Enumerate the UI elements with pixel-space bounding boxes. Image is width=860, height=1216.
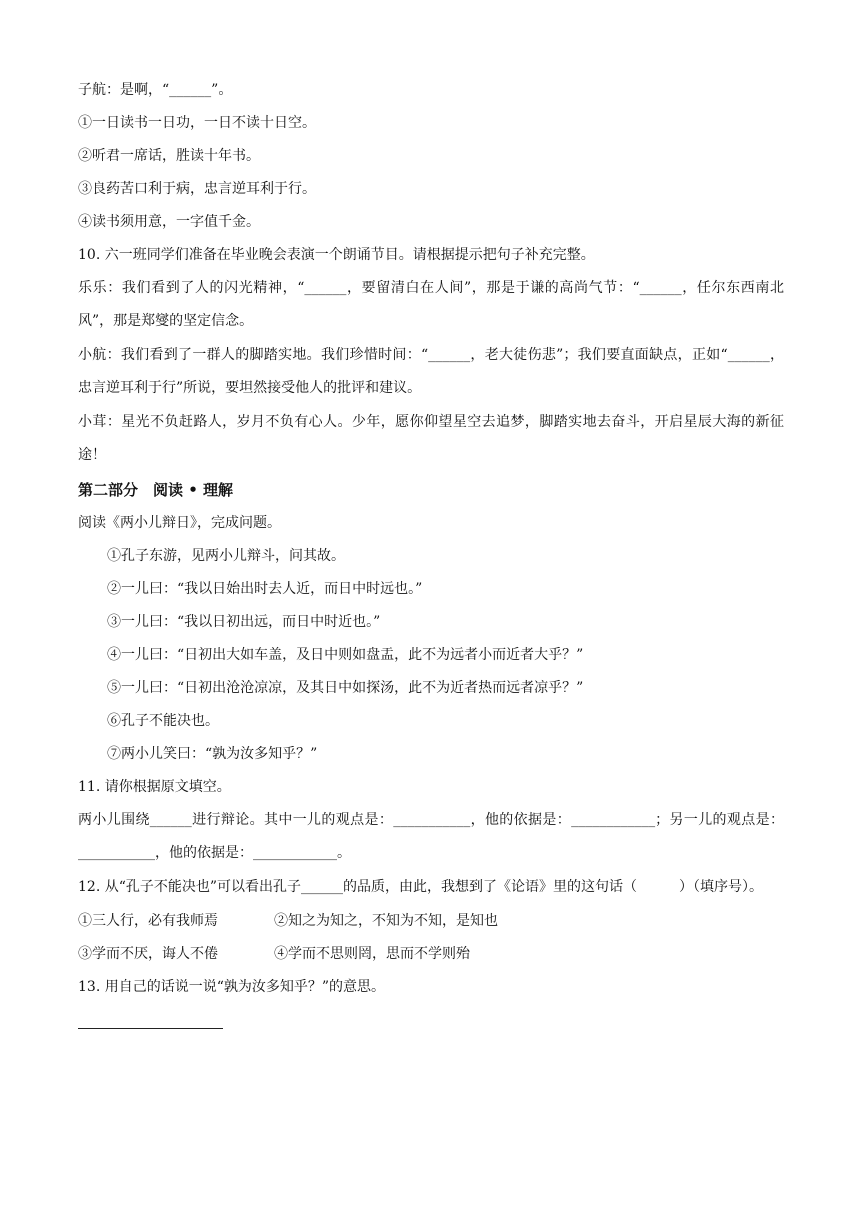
q12-option-3: ③学而不厌，诲人不倦 <box>78 946 218 962</box>
passage-line: ⑦两小儿笑曰：“孰为汝多知乎？” <box>107 746 318 762</box>
option-4: ④读书须用意，一字值千金。 <box>78 214 260 230</box>
document-page <box>78 80 784 1029</box>
passage-line: ④一儿曰：“日初出大如车盖，及日中则如盘盂，此不为远者小而近者大乎？” <box>107 647 584 663</box>
answer-line[interactable] <box>78 1010 223 1029</box>
option-1: ①一日读书一日功，一日不读十日空。 <box>78 115 316 131</box>
paragraph-lele: 乐乐：我们看到了人的闪光精神，“______，要留清白在人间”，那是于谦的高尚气节：“______，任尔东西南北风”，那是郑燮的坚定信念。 <box>78 280 784 329</box>
question-12-options-row <box>78 911 784 931</box>
passage-line: ②一儿曰：“我以日始出时去人近，而日中时远也。” <box>107 581 423 597</box>
passage-line: ⑤一儿曰：“日初出沧沧凉凉，及其日中如探汤，此不为近者热而远者凉乎？” <box>107 680 584 696</box>
reading-intro: 阅读《两小儿辩日》，完成问题。 <box>78 515 281 531</box>
question-11: 11. 请你根据原文填空。 <box>78 779 231 795</box>
passage-line: ①孔子东游，见两小儿辩斗，问其故。 <box>107 548 345 564</box>
q12-option-4: ④学而不思则罔，思而不学则殆 <box>274 946 470 962</box>
paragraph-xiaohang: 小航：我们看到了一群人的脚踏实地。我们珍惜时间：“______，老大徒伤悲”；我们要直面缺点，正如“______，忠言逆耳利于行”所说，要坦然接受他人的批评和建议。 <box>78 347 784 396</box>
paragraph-xiaoer: 小茸：星光不负赶路人，岁月不负有心人。少年，愿你仰望星空去追梦，脚踏实地去奋斗，开启星辰大海的新征途！ <box>78 414 784 463</box>
question-13: 13. 用自己的话说一说“孰为汝多知乎？”的意思。 <box>78 979 386 995</box>
q12-option-2: ②知之为知之，不知为不知，是知也 <box>274 913 498 929</box>
passage-line: ③一儿曰：“我以日初出远，而日中时近也。” <box>107 614 381 630</box>
question-10: 10. 六一班同学们准备在毕业晚会表演一个朗诵节目。请根据提示把句子补充完整。 <box>78 247 595 263</box>
dialogue-zihang: 子航：是啊，“______”。 <box>78 82 233 98</box>
question-11-body: 两小儿围绕______进行辩论。其中一儿的观点是：___________，他的依据是：____________；另一儿的观点是：___________，他的依据是：____________。 <box>78 812 784 861</box>
passage-line: ⑥孔子不能决也。 <box>107 713 219 729</box>
section-title: 第二部分 阅读 • 理解 <box>78 481 234 499</box>
question-12-options-row <box>78 944 784 964</box>
q12-option-1: ①三人行，必有我师焉 <box>78 913 218 929</box>
question-12: 12. 从“孔子不能决也”可以看出孔子______的品质，由此，我想到了《论语》里的这句话（ ）（填序号）。 <box>78 879 764 895</box>
option-3: ③良药苦口利于病，忠言逆耳利于行。 <box>78 181 316 197</box>
option-2: ②听君一席话，胜读十年书。 <box>78 148 260 164</box>
